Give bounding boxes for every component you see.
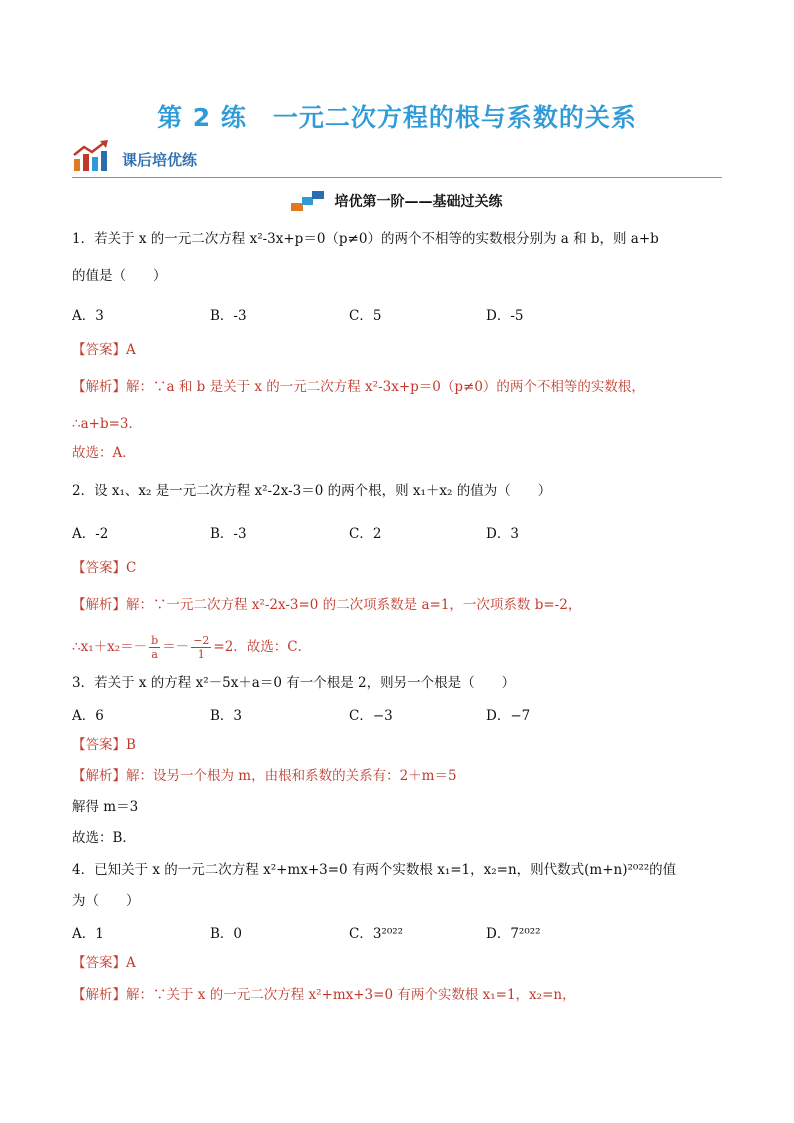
q1-analysis: 【解析】解：∵a 和 b 是关于 x 的一元二次方程 x²-3x+p＝0（p≠0）的两个不相等的实数根， [72, 379, 645, 395]
q4-stem-line1: 4．已知关于 x 的一元二次方程 x²+mx+3=0 有两个实数根 x₁=1，x₂=n，则代数式(m+n)²⁰²²的值 [72, 862, 677, 878]
q4-analysis: 【解析】解：∵关于 x 的一元二次方程 x²+mx+3=0 有两个实数根 x₁=1，x₂=n， [72, 987, 576, 1003]
q1-option-b: B．-3 [210, 308, 247, 324]
section-header [72, 139, 722, 178]
q3-options [72, 704, 732, 724]
fraction-b-over-a: $\frac{b}{a}$ [151, 634, 159, 661]
q2-analysis: 【解析】解：∵一元二次方程 x²-2x-3=0 的二次项系数是 a=1，一次项系数 b=-2， [72, 597, 582, 613]
q2-options [72, 522, 732, 542]
q2-stem: 2．设 x₁、x₂ 是一元二次方程 x²-2x-3＝0 的两个根，则 x₁＋x₂ 的值为（ ） [72, 483, 552, 499]
page-title: 第 2 练 一元二次方程的根与系数的关系 [157, 103, 637, 132]
q1-stem-line2: 的值是（ ） [72, 268, 167, 284]
stage-label: 培优第一阶——基础过关练 [334, 194, 503, 210]
q4-option-a: A．1 [72, 926, 104, 942]
q3-answer: 【答案】B [72, 737, 136, 753]
q4-option-d: D．7²⁰²² [486, 926, 541, 942]
q3-option-d: D．−7 [486, 708, 531, 724]
q1-option-a: A．3 [72, 308, 104, 324]
section-label: 课后培优练 [122, 151, 198, 169]
q4-stem-line2: 为（ ） [72, 893, 140, 909]
q4-answer: 【答案】A [72, 955, 136, 971]
q1-step: ∴a+b=3． [72, 416, 142, 432]
q3-conclusion: 故选：B． [72, 830, 136, 846]
q3-option-b: B．3 [210, 708, 243, 724]
q3-step: 解得 m＝3 [72, 799, 139, 815]
q1-stem-line1: 1．若关于 x 的一元二次方程 x²-3x+p＝0（p≠0）的两个不相等的实数根分别为 a 和 b，则 a+b [72, 231, 659, 247]
q2-option-c: C．2 [349, 526, 382, 542]
q3-stem: 3．若关于 x 的方程 x²－5x＋a＝0 有一个根是 2，则另一个根是（ ） [72, 675, 516, 691]
q4-option-c: C．3²⁰²² [349, 926, 404, 942]
q1-answer: 【答案】A [72, 342, 136, 358]
fraction-minus2-over-1: $\frac{-2}{1}$ [193, 634, 210, 661]
q4-options [72, 922, 732, 942]
stage-heading [0, 190, 794, 212]
q1-option-c: C．5 [349, 308, 382, 324]
q3-option-a: A．6 [72, 708, 104, 724]
q3-analysis: 【解析】解：设另一个根为 m，由根和系数的关系有：2＋m＝5 [72, 768, 457, 784]
q2-option-d: D．3 [486, 526, 519, 542]
q1-options [72, 304, 732, 324]
q1-option-d: D．-5 [486, 308, 524, 324]
q4-option-b: B．0 [210, 926, 243, 942]
q2-option-a: A．-2 [72, 526, 109, 542]
q2-answer: 【答案】C [72, 560, 137, 576]
q3-option-c: C．−3 [349, 708, 393, 724]
q1-conclusion: 故选：A． [72, 445, 136, 461]
stairs-icon [291, 190, 325, 212]
q2-option-b: B．-3 [210, 526, 247, 542]
q2-step: ∴x₁＋x₂＝－ $\frac{b}{a}$ ＝－ $\frac{-2}{1}$ =2．故选：C． [72, 634, 312, 661]
chart-growth-icon [72, 139, 112, 173]
